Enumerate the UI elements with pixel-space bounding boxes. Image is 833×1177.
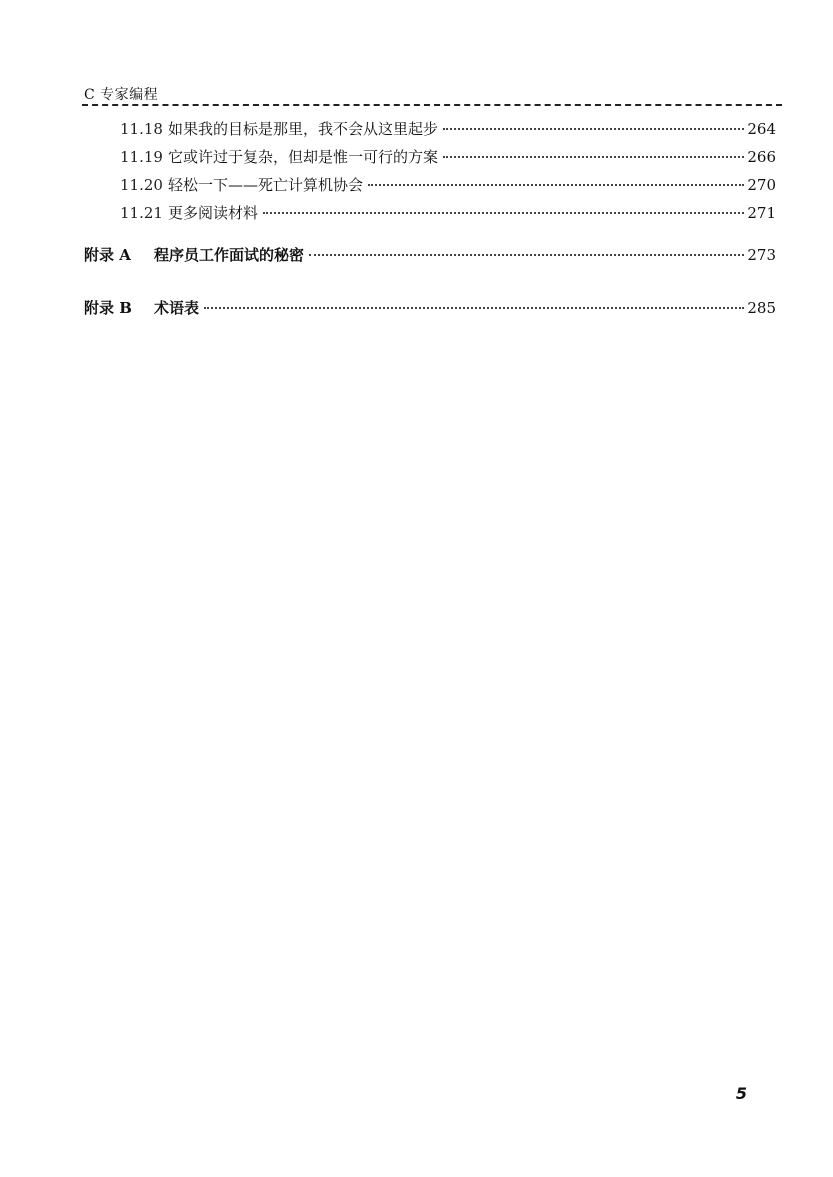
dot-leader [204,307,744,309]
appendix-label: 附录 A [84,246,131,264]
section-title: 它或许过于复杂，但却是惟一可行的方案 [168,148,439,166]
appendix-label: 附录 B [84,299,132,317]
section-title: 轻松一下——死亡计算机协会 [168,176,364,194]
page-number: 270 [747,176,776,194]
toc-entry-appendix-b [84,297,776,318]
section-number: 11.20 [120,176,163,194]
appendix-title: 程序员工作面试的秘密 [154,246,305,264]
dot-leader [443,128,744,130]
page-number: 266 [747,148,776,166]
book-title: C 专家编程 [84,87,159,103]
page-number: 271 [747,204,776,222]
toc-entry-appendix-a [84,244,776,265]
dot-leader [443,156,744,158]
section-number: 11.18 [120,120,163,138]
running-header [82,82,782,106]
section-title: 如果我的目标是那里，我不会从这里起步 [168,120,439,138]
page-number: 273 [747,246,776,264]
toc-entry-11-19 [120,146,776,167]
section-title: 更多阅读材料 [168,204,259,222]
dot-leader [368,184,744,186]
folio-page-number: 5 [735,1084,747,1103]
section-number: 11.21 [120,204,163,222]
appendix-title: 术语表 [154,299,200,317]
toc-entry-11-18 [120,118,776,139]
page-number: 264 [747,120,776,138]
toc-entry-11-21 [120,202,776,223]
header-rule [82,104,782,106]
page-number: 285 [747,299,776,317]
toc-entry-11-20 [120,174,776,195]
dot-leader [309,254,744,256]
dot-leader [263,212,744,214]
section-number: 11.19 [120,148,163,166]
